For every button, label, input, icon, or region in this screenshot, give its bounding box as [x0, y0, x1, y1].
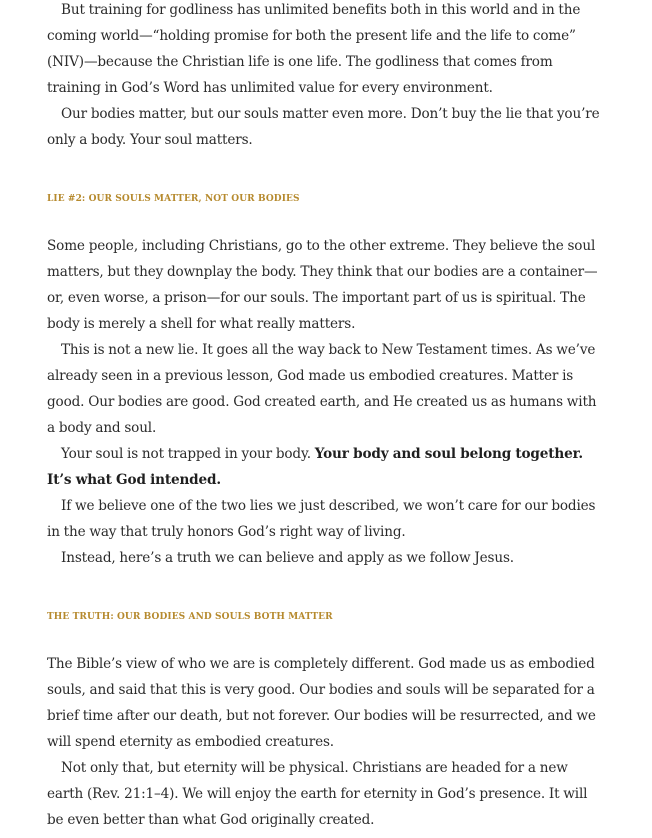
- truth-paragraph-1: The Bible’s view of who we are is completely different. God made us as embodied souls, and said that this is very good. Our bodies and souls will be separated for a brief time after our death, but not forever. Our bodies will be resurrected, and we will spend eternity as embodied creatures.: [47, 656, 596, 750]
- intro-paragraph-1: But training for godliness has unlimited benefits both in this world and in the coming world—“holding promise for both the present life and the life to come” (NIV)—because the Christian life is one life. The godliness that comes from training in God’s Word has unlimited value for every environment.: [47, 2, 581, 96]
- truth-section: [47, 651, 607, 833]
- intro-section: [47, 0, 607, 153]
- lie-2-paragraph-1: Some people, including Christians, go to the other extreme. They believe the soul matters, but they downplay the body. They think that our bodies are a container— or, even worse, a prison—for our souls. The important part of us is spiritual. The body is merely a shell for what really matters.: [47, 238, 598, 332]
- section-heading-lie-2: lie #2: our souls matter, not our bodies: [47, 189, 300, 205]
- lie-2-paragraph-2: This is not a new lie. It goes all the way back to New Testament times. As we’ve already seen in a previous lesson, God made us embodied creatures. Matter is good. Our bodies are good. God created earth, and He created us as humans with a body and soul.: [47, 342, 597, 436]
- truth-paragraph-2: Not only that, but eternity will be physical. Christians are headed for a new earth (Rev. 21:1–4). We will enjoy the earth for eternity in God’s presence. It will be even better than what God originally created.: [47, 760, 588, 828]
- intro-paragraph-2: Our bodies matter, but our souls matter even more. Don’t buy the lie that you’re only a body. Your soul matters.: [47, 106, 600, 148]
- lie-2-paragraph-3-plain: Your soul is not trapped in your body.: [61, 446, 315, 462]
- section-heading-truth: the truth: our bodies and souls both matter: [47, 607, 333, 623]
- lie-2-paragraph-3: [47, 441, 607, 493]
- lie-2-paragraph-3-emphasis: Your body and soul belong together. It’s what God intended.: [47, 446, 583, 488]
- lie-2-paragraph-4: If we believe one of the two lies we just described, we won’t care for our bodies in the way that truly honors God’s right way of living.: [47, 498, 596, 540]
- lie-2-section: [47, 233, 607, 571]
- lie-2-paragraph-5: Instead, here’s a truth we can believe and apply as we follow Jesus.: [61, 550, 514, 566]
